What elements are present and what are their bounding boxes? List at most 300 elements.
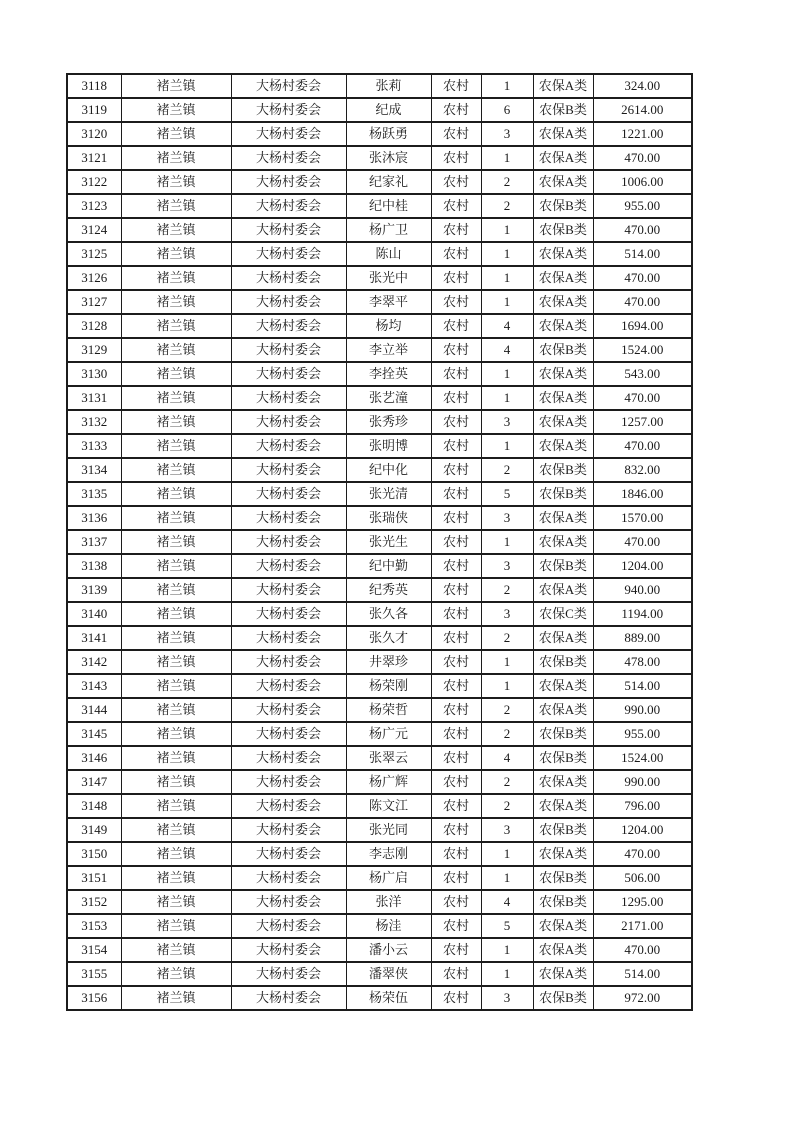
cell-village: 大杨村委会 <box>231 866 346 890</box>
cell-name: 潘小云 <box>346 938 431 962</box>
cell-seq: 3134 <box>67 458 121 482</box>
cell-town: 褚兰镇 <box>121 818 231 842</box>
table-row <box>67 362 692 386</box>
table-row <box>67 578 692 602</box>
cell-seq: 3140 <box>67 602 121 626</box>
cell-name: 张光生 <box>346 530 431 554</box>
cell-category: 农村 <box>431 506 481 530</box>
cell-name: 纪中化 <box>346 458 431 482</box>
cell-name: 杨荣伍 <box>346 986 431 1010</box>
cell-count: 1 <box>481 218 533 242</box>
cell-amount: 470.00 <box>593 842 692 866</box>
cell-seq: 3141 <box>67 626 121 650</box>
table-row <box>67 650 692 674</box>
cell-amount: 470.00 <box>593 434 692 458</box>
cell-insurance-type: 农保A类 <box>533 674 593 698</box>
pension-roster-table <box>66 73 693 1011</box>
cell-name: 纪成 <box>346 98 431 122</box>
cell-village: 大杨村委会 <box>231 722 346 746</box>
cell-seq: 3148 <box>67 794 121 818</box>
cell-village: 大杨村委会 <box>231 122 346 146</box>
cell-category: 农村 <box>431 986 481 1010</box>
cell-insurance-type: 农保B类 <box>533 98 593 122</box>
table-body <box>67 74 692 1010</box>
table-row <box>67 122 692 146</box>
cell-category: 农村 <box>431 482 481 506</box>
cell-village: 大杨村委会 <box>231 170 346 194</box>
cell-insurance-type: 农保A类 <box>533 410 593 434</box>
cell-seq: 3146 <box>67 746 121 770</box>
cell-village: 大杨村委会 <box>231 746 346 770</box>
cell-seq: 3118 <box>67 74 121 98</box>
cell-town: 褚兰镇 <box>121 362 231 386</box>
cell-town: 褚兰镇 <box>121 578 231 602</box>
cell-amount: 470.00 <box>593 530 692 554</box>
cell-name: 杨广元 <box>346 722 431 746</box>
cell-town: 褚兰镇 <box>121 218 231 242</box>
cell-village: 大杨村委会 <box>231 362 346 386</box>
cell-name: 张久才 <box>346 626 431 650</box>
table-row <box>67 722 692 746</box>
cell-insurance-type: 农保A类 <box>533 74 593 98</box>
cell-town: 褚兰镇 <box>121 722 231 746</box>
cell-count: 2 <box>481 626 533 650</box>
cell-village: 大杨村委会 <box>231 914 346 938</box>
cell-amount: 514.00 <box>593 962 692 986</box>
cell-village: 大杨村委会 <box>231 698 346 722</box>
table-row <box>67 914 692 938</box>
cell-category: 农村 <box>431 674 481 698</box>
table-row <box>67 314 692 338</box>
table-row <box>67 602 692 626</box>
cell-category: 农村 <box>431 938 481 962</box>
cell-amount: 1524.00 <box>593 338 692 362</box>
table-row <box>67 962 692 986</box>
cell-village: 大杨村委会 <box>231 650 346 674</box>
cell-insurance-type: 农保A类 <box>533 914 593 938</box>
cell-seq: 3142 <box>67 650 121 674</box>
cell-insurance-type: 农保A类 <box>533 290 593 314</box>
cell-amount: 1257.00 <box>593 410 692 434</box>
cell-town: 褚兰镇 <box>121 842 231 866</box>
cell-village: 大杨村委会 <box>231 146 346 170</box>
cell-village: 大杨村委会 <box>231 242 346 266</box>
cell-seq: 3149 <box>67 818 121 842</box>
cell-count: 1 <box>481 650 533 674</box>
cell-amount: 955.00 <box>593 722 692 746</box>
cell-count: 4 <box>481 890 533 914</box>
cell-category: 农村 <box>431 890 481 914</box>
table-row <box>67 290 692 314</box>
table-row <box>67 146 692 170</box>
cell-town: 褚兰镇 <box>121 962 231 986</box>
cell-count: 1 <box>481 362 533 386</box>
cell-insurance-type: 农保A类 <box>533 530 593 554</box>
cell-count: 1 <box>481 242 533 266</box>
cell-insurance-type: 农保B类 <box>533 986 593 1010</box>
table-row <box>67 98 692 122</box>
table-row <box>67 698 692 722</box>
cell-amount: 470.00 <box>593 146 692 170</box>
cell-village: 大杨村委会 <box>231 794 346 818</box>
cell-town: 褚兰镇 <box>121 914 231 938</box>
cell-insurance-type: 农保A类 <box>533 170 593 194</box>
cell-name: 陈山 <box>346 242 431 266</box>
cell-count: 3 <box>481 986 533 1010</box>
cell-category: 农村 <box>431 530 481 554</box>
cell-amount: 1221.00 <box>593 122 692 146</box>
cell-village: 大杨村委会 <box>231 770 346 794</box>
cell-amount: 990.00 <box>593 770 692 794</box>
cell-town: 褚兰镇 <box>121 194 231 218</box>
cell-count: 1 <box>481 842 533 866</box>
cell-category: 农村 <box>431 746 481 770</box>
cell-count: 1 <box>481 866 533 890</box>
cell-name: 杨洼 <box>346 914 431 938</box>
cell-count: 3 <box>481 506 533 530</box>
cell-category: 农村 <box>431 338 481 362</box>
cell-amount: 478.00 <box>593 650 692 674</box>
cell-amount: 832.00 <box>593 458 692 482</box>
cell-insurance-type: 农保A类 <box>533 314 593 338</box>
cell-amount: 889.00 <box>593 626 692 650</box>
cell-name: 杨荣刚 <box>346 674 431 698</box>
cell-seq: 3138 <box>67 554 121 578</box>
cell-name: 杨均 <box>346 314 431 338</box>
table-row <box>67 770 692 794</box>
cell-insurance-type: 农保A类 <box>533 962 593 986</box>
cell-count: 2 <box>481 770 533 794</box>
cell-name: 井翠珍 <box>346 650 431 674</box>
table-row <box>67 242 692 266</box>
cell-count: 2 <box>481 698 533 722</box>
cell-insurance-type: 农保C类 <box>533 602 593 626</box>
cell-seq: 3129 <box>67 338 121 362</box>
cell-name: 张洋 <box>346 890 431 914</box>
cell-amount: 324.00 <box>593 74 692 98</box>
cell-village: 大杨村委会 <box>231 194 346 218</box>
cell-count: 1 <box>481 386 533 410</box>
cell-amount: 470.00 <box>593 386 692 410</box>
cell-amount: 1295.00 <box>593 890 692 914</box>
table-row <box>67 458 692 482</box>
table-row <box>67 890 692 914</box>
table-row <box>67 194 692 218</box>
cell-seq: 3132 <box>67 410 121 434</box>
cell-insurance-type: 农保B类 <box>533 482 593 506</box>
cell-name: 李拴英 <box>346 362 431 386</box>
table-row <box>67 170 692 194</box>
cell-name: 张翠云 <box>346 746 431 770</box>
table-row <box>67 746 692 770</box>
cell-seq: 3124 <box>67 218 121 242</box>
cell-seq: 3122 <box>67 170 121 194</box>
cell-town: 褚兰镇 <box>121 386 231 410</box>
cell-name: 杨广卫 <box>346 218 431 242</box>
cell-category: 农村 <box>431 362 481 386</box>
cell-count: 2 <box>481 794 533 818</box>
cell-name: 张莉 <box>346 74 431 98</box>
cell-count: 2 <box>481 194 533 218</box>
cell-category: 农村 <box>431 698 481 722</box>
cell-amount: 2614.00 <box>593 98 692 122</box>
cell-name: 杨广辉 <box>346 770 431 794</box>
table-row <box>67 842 692 866</box>
cell-count: 4 <box>481 314 533 338</box>
cell-count: 1 <box>481 74 533 98</box>
table-row <box>67 818 692 842</box>
cell-seq: 3155 <box>67 962 121 986</box>
cell-category: 农村 <box>431 242 481 266</box>
cell-village: 大杨村委会 <box>231 554 346 578</box>
cell-count: 3 <box>481 410 533 434</box>
cell-village: 大杨村委会 <box>231 290 346 314</box>
cell-insurance-type: 农保B类 <box>533 650 593 674</box>
cell-town: 褚兰镇 <box>121 698 231 722</box>
cell-count: 4 <box>481 338 533 362</box>
cell-category: 农村 <box>431 386 481 410</box>
cell-category: 农村 <box>431 962 481 986</box>
cell-insurance-type: 农保B类 <box>533 746 593 770</box>
cell-seq: 3121 <box>67 146 121 170</box>
cell-category: 农村 <box>431 914 481 938</box>
cell-town: 褚兰镇 <box>121 938 231 962</box>
cell-seq: 3153 <box>67 914 121 938</box>
cell-seq: 3128 <box>67 314 121 338</box>
cell-village: 大杨村委会 <box>231 434 346 458</box>
cell-amount: 470.00 <box>593 218 692 242</box>
cell-town: 褚兰镇 <box>121 626 231 650</box>
cell-town: 褚兰镇 <box>121 242 231 266</box>
cell-town: 褚兰镇 <box>121 506 231 530</box>
cell-category: 农村 <box>431 122 481 146</box>
cell-category: 农村 <box>431 578 481 602</box>
cell-insurance-type: 农保A类 <box>533 146 593 170</box>
cell-count: 4 <box>481 746 533 770</box>
cell-name: 张光清 <box>346 482 431 506</box>
cell-village: 大杨村委会 <box>231 410 346 434</box>
cell-count: 3 <box>481 554 533 578</box>
cell-insurance-type: 农保A类 <box>533 842 593 866</box>
cell-town: 褚兰镇 <box>121 338 231 362</box>
cell-category: 农村 <box>431 194 481 218</box>
cell-seq: 3156 <box>67 986 121 1010</box>
cell-seq: 3139 <box>67 578 121 602</box>
cell-seq: 3133 <box>67 434 121 458</box>
cell-name: 杨广启 <box>346 866 431 890</box>
cell-village: 大杨村委会 <box>231 818 346 842</box>
table-row <box>67 530 692 554</box>
cell-amount: 1524.00 <box>593 746 692 770</box>
cell-village: 大杨村委会 <box>231 986 346 1010</box>
cell-count: 2 <box>481 722 533 746</box>
cell-name: 张光同 <box>346 818 431 842</box>
cell-category: 农村 <box>431 146 481 170</box>
cell-town: 褚兰镇 <box>121 410 231 434</box>
cell-amount: 514.00 <box>593 242 692 266</box>
cell-village: 大杨村委会 <box>231 890 346 914</box>
table-row <box>67 554 692 578</box>
cell-insurance-type: 农保B类 <box>533 218 593 242</box>
table-row <box>67 866 692 890</box>
cell-category: 农村 <box>431 218 481 242</box>
cell-seq: 3144 <box>67 698 121 722</box>
cell-town: 褚兰镇 <box>121 674 231 698</box>
cell-village: 大杨村委会 <box>231 530 346 554</box>
cell-seq: 3126 <box>67 266 121 290</box>
cell-town: 褚兰镇 <box>121 482 231 506</box>
cell-count: 2 <box>481 458 533 482</box>
cell-seq: 3135 <box>67 482 121 506</box>
cell-name: 张明博 <box>346 434 431 458</box>
cell-category: 农村 <box>431 98 481 122</box>
cell-seq: 3130 <box>67 362 121 386</box>
cell-category: 农村 <box>431 458 481 482</box>
cell-category: 农村 <box>431 554 481 578</box>
table-row <box>67 794 692 818</box>
cell-amount: 940.00 <box>593 578 692 602</box>
cell-insurance-type: 农保B类 <box>533 338 593 362</box>
table-row <box>67 74 692 98</box>
cell-count: 3 <box>481 122 533 146</box>
cell-town: 褚兰镇 <box>121 146 231 170</box>
cell-name: 纪家礼 <box>346 170 431 194</box>
cell-category: 农村 <box>431 434 481 458</box>
cell-name: 杨荣哲 <box>346 698 431 722</box>
cell-insurance-type: 农保B类 <box>533 866 593 890</box>
cell-village: 大杨村委会 <box>231 458 346 482</box>
cell-village: 大杨村委会 <box>231 482 346 506</box>
cell-insurance-type: 农保A类 <box>533 242 593 266</box>
cell-name: 张沐宸 <box>346 146 431 170</box>
cell-category: 农村 <box>431 626 481 650</box>
cell-category: 农村 <box>431 74 481 98</box>
cell-count: 1 <box>481 266 533 290</box>
cell-village: 大杨村委会 <box>231 578 346 602</box>
cell-village: 大杨村委会 <box>231 842 346 866</box>
cell-amount: 543.00 <box>593 362 692 386</box>
cell-town: 褚兰镇 <box>121 530 231 554</box>
cell-seq: 3151 <box>67 866 121 890</box>
cell-category: 农村 <box>431 266 481 290</box>
cell-town: 褚兰镇 <box>121 866 231 890</box>
cell-town: 褚兰镇 <box>121 266 231 290</box>
cell-village: 大杨村委会 <box>231 938 346 962</box>
cell-count: 1 <box>481 674 533 698</box>
cell-count: 5 <box>481 914 533 938</box>
cell-town: 褚兰镇 <box>121 314 231 338</box>
cell-amount: 2171.00 <box>593 914 692 938</box>
cell-category: 农村 <box>431 818 481 842</box>
cell-town: 褚兰镇 <box>121 290 231 314</box>
cell-insurance-type: 农保B类 <box>533 458 593 482</box>
cell-town: 褚兰镇 <box>121 986 231 1010</box>
cell-category: 农村 <box>431 650 481 674</box>
cell-village: 大杨村委会 <box>231 74 346 98</box>
cell-name: 李志刚 <box>346 842 431 866</box>
cell-town: 褚兰镇 <box>121 890 231 914</box>
cell-seq: 3136 <box>67 506 121 530</box>
cell-village: 大杨村委会 <box>231 266 346 290</box>
cell-name: 潘翠侠 <box>346 962 431 986</box>
cell-seq: 3125 <box>67 242 121 266</box>
cell-insurance-type: 农保A类 <box>533 266 593 290</box>
cell-seq: 3119 <box>67 98 121 122</box>
cell-name: 张久各 <box>346 602 431 626</box>
cell-name: 张光中 <box>346 266 431 290</box>
cell-village: 大杨村委会 <box>231 962 346 986</box>
table-row <box>67 410 692 434</box>
cell-category: 农村 <box>431 722 481 746</box>
cell-name: 张秀珍 <box>346 410 431 434</box>
cell-town: 褚兰镇 <box>121 98 231 122</box>
cell-count: 1 <box>481 962 533 986</box>
cell-seq: 3147 <box>67 770 121 794</box>
cell-category: 农村 <box>431 794 481 818</box>
cell-name: 陈文江 <box>346 794 431 818</box>
cell-amount: 1204.00 <box>593 554 692 578</box>
cell-category: 农村 <box>431 290 481 314</box>
cell-village: 大杨村委会 <box>231 314 346 338</box>
cell-village: 大杨村委会 <box>231 674 346 698</box>
cell-name: 张瑞侠 <box>346 506 431 530</box>
cell-town: 褚兰镇 <box>121 650 231 674</box>
cell-insurance-type: 农保A类 <box>533 122 593 146</box>
cell-name: 纪秀英 <box>346 578 431 602</box>
cell-amount: 1570.00 <box>593 506 692 530</box>
cell-seq: 3143 <box>67 674 121 698</box>
cell-count: 1 <box>481 938 533 962</box>
cell-category: 农村 <box>431 602 481 626</box>
cell-amount: 470.00 <box>593 290 692 314</box>
cell-insurance-type: 农保A类 <box>533 698 593 722</box>
cell-insurance-type: 农保A类 <box>533 794 593 818</box>
cell-seq: 3154 <box>67 938 121 962</box>
cell-village: 大杨村委会 <box>231 338 346 362</box>
cell-insurance-type: 农保B类 <box>533 818 593 842</box>
table-row <box>67 434 692 458</box>
cell-insurance-type: 农保B类 <box>533 554 593 578</box>
cell-town: 褚兰镇 <box>121 554 231 578</box>
cell-amount: 796.00 <box>593 794 692 818</box>
cell-town: 褚兰镇 <box>121 746 231 770</box>
cell-amount: 1846.00 <box>593 482 692 506</box>
cell-town: 褚兰镇 <box>121 122 231 146</box>
cell-amount: 514.00 <box>593 674 692 698</box>
table-row <box>67 386 692 410</box>
cell-category: 农村 <box>431 410 481 434</box>
cell-insurance-type: 农保B类 <box>533 194 593 218</box>
cell-amount: 1194.00 <box>593 602 692 626</box>
cell-category: 农村 <box>431 842 481 866</box>
table-row <box>67 506 692 530</box>
table-row <box>67 938 692 962</box>
cell-insurance-type: 农保B类 <box>533 890 593 914</box>
cell-seq: 3123 <box>67 194 121 218</box>
cell-town: 褚兰镇 <box>121 770 231 794</box>
cell-category: 农村 <box>431 866 481 890</box>
cell-count: 1 <box>481 530 533 554</box>
cell-town: 褚兰镇 <box>121 434 231 458</box>
cell-category: 农村 <box>431 770 481 794</box>
table-row <box>67 218 692 242</box>
cell-village: 大杨村委会 <box>231 626 346 650</box>
cell-village: 大杨村委会 <box>231 218 346 242</box>
cell-count: 5 <box>481 482 533 506</box>
cell-town: 褚兰镇 <box>121 74 231 98</box>
cell-insurance-type: 农保A类 <box>533 386 593 410</box>
cell-name: 张艺潼 <box>346 386 431 410</box>
